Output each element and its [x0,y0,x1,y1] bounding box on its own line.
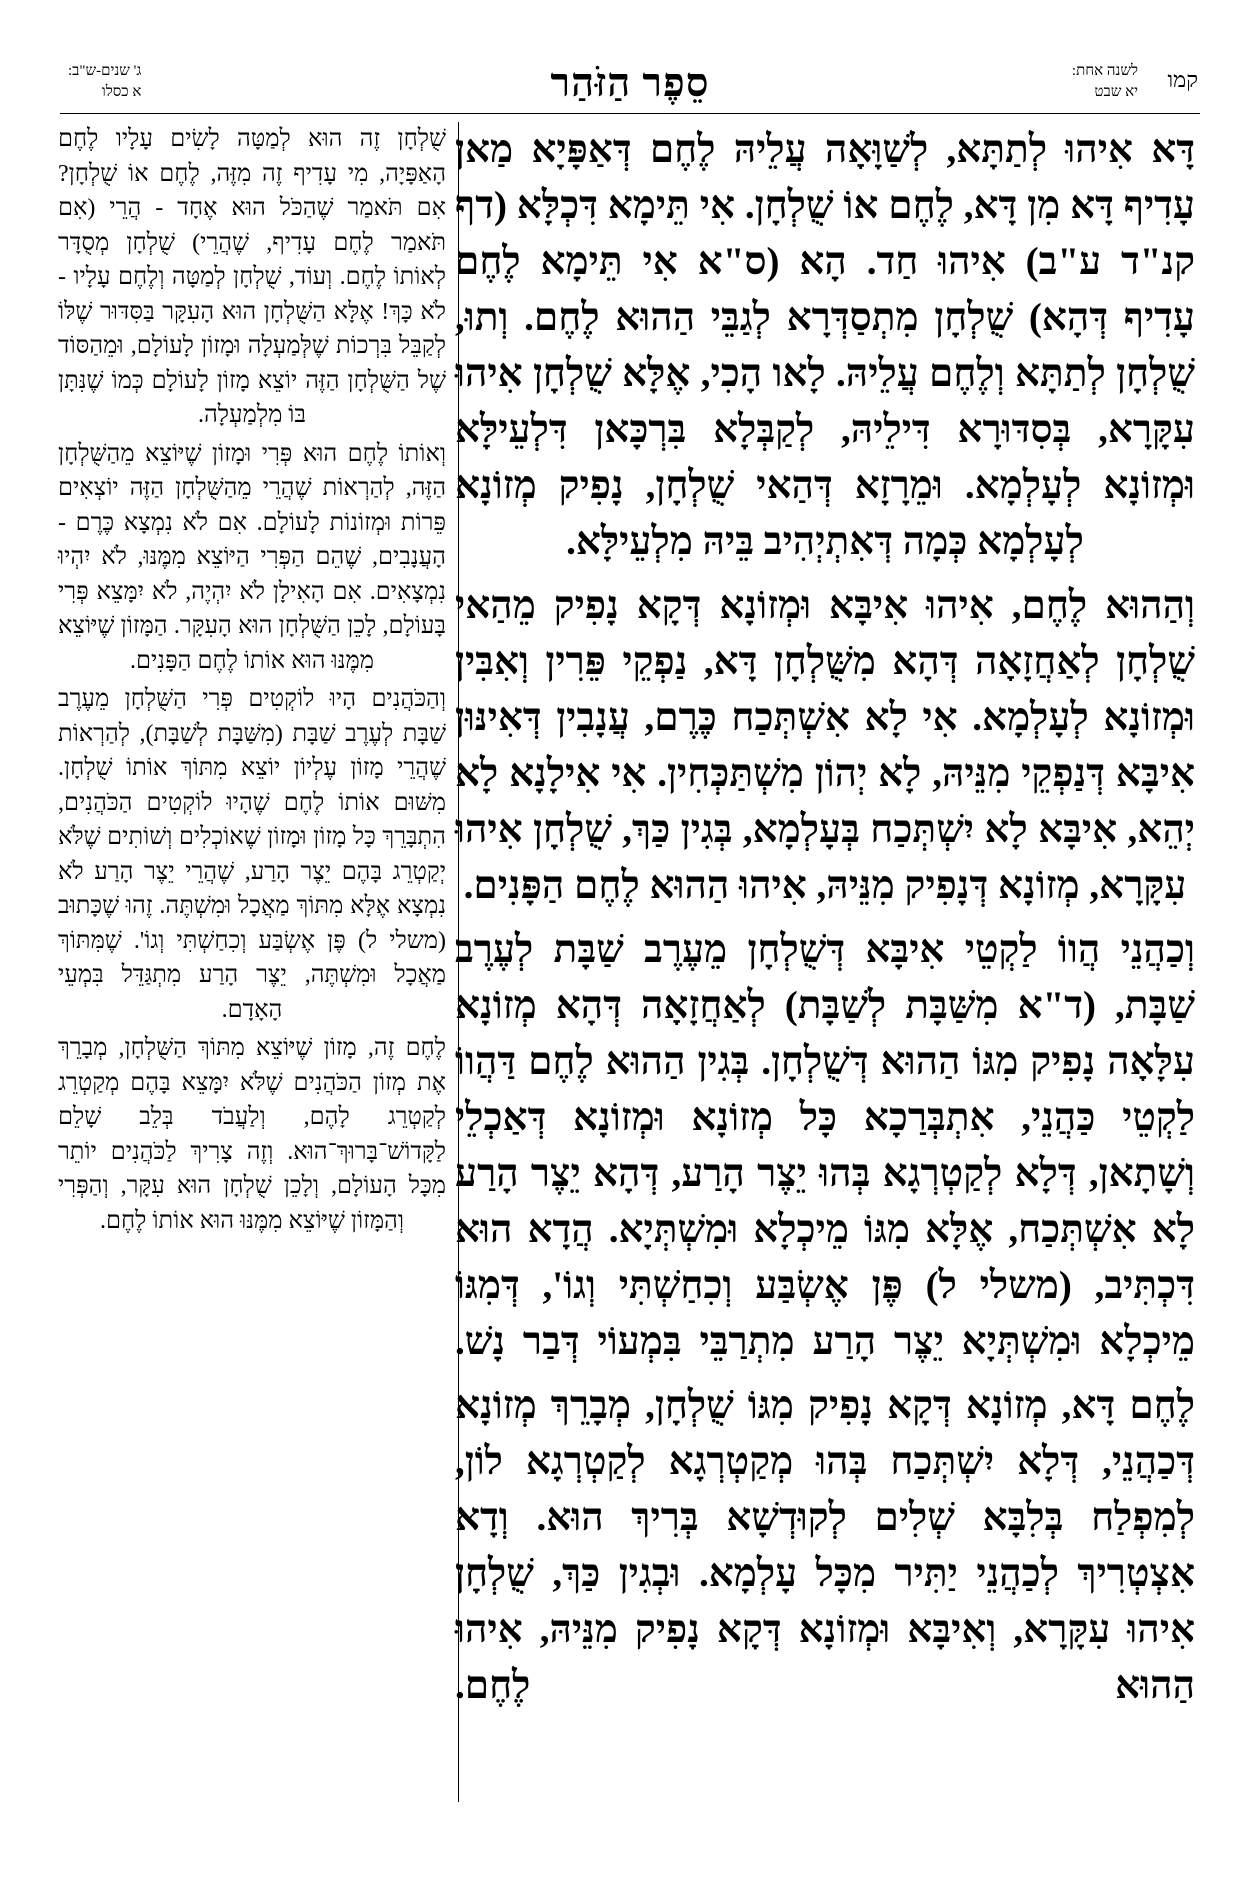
side-paragraph: לֶחֶם זֶה, מָזוֹן שֶׁיּוֹצֵא מִתּוֹךְ הַשֻּׁלְחָן, מְבָרֵךְ אֶת מְזוֹן הַכֹּהֲנִים שֶׁלֹּא יִמָּצֵא בָּהֶם מְקַטְרֵג לְקַטְרֵג לָהֶם, וְלַעֲבֹד בְּלֵב שָׁלֵם לַקָּדוֹשׁ־בָּרוּךְ־הוּא. וְזֶה צָרִיךְ לַכֹּהֲנִים יוֹתֵר מִכָּל הָעוֹלָם, וְלָכֵן שֻׁלְחָן הוּא עִקָּר, וְהַפְּרִי וְהַמָּזוֹן שֶׁיּוֹצֵא מִמֶּנּוּ הוּא אוֹתוֹ לֶחֶם. [58,1035,446,1234]
hebrew-translation-column [58,122,446,1242]
main-paragraph: דָּא אִיהוּ לְתַתָּא, לְשַׁוָּאָה עֲלֵיהּ לֶחֶם דְּאַפָּיָא מַאן עָדִיף דָּא מִן דָּא, לֶחֶם אוֹ שֻׁלְחָן. אִי תֵּימָא דִּכְלָּא (דף קנ"ד ע"ב) אִיהוּ חַד. הָא (ס"א אִי תֵּימָא לֶחֶם עָדִיף דְּהָא) שֻׁלְחָן מִתְסַדְּרָא לְגַבֵּי הַהוּא לֶחֶם. וְתוּ, שֻׁלְחָן לְתַתָּא וְלֶחֶם עֲלֵיהּ. לָאו הָכִי, אֶלָּא שֻׁלְחָן אִיהוּ עִקָּרָא, בְּסִדּוּרָא דִּילֵיהּ, לְקַבְּלָא בִּרְכָּאן דִּלְעֵילָּא וּמְזוֹנָא לְעָלְמָא. וּמֵרָזָא דְּהַאי שֻׁלְחָן, נָפִיק מְזוֹנָא לְעָלְמָא כְּמָה דְּאִתְיְהִיב בֵּיהּ מִלְעֵילָּא. [455,128,1195,563]
main-paragraph: וְהַהוּא לֶחֶם, אִיהוּ אִיבָּא וּמְזוֹנָא דְּקָא נָפִיק מֵהַאי שֻׁלְחָן לְאַחֲזָאָה דְּהָא מִשֻּׁלְחָן דָּא, נַפְקֵי פֵּרִין וְאִבִּין וּמְזוֹנָא לְעָלְמָא. אִי לָא אִשְׁתְּכַח כֶּרֶם, עֲנָבִין דְּאִינּוּן אִיבָּא דְּנַפְקֵי מִנֵּיהּ, לָא יְהוֹן מִשְׁתַּכְּחִין. אִי אִילָנָא לָא יְהֵא, אִיבָּא לָא יִשְׁתְּכַח בְּעָלְמָא, בְּגִין כַּךְ, שֻׁלְחָן אִיהוּ עִקָּרָא, מְזוֹנָא דְּנָפִיק מִנֵּיהּ, אִיהוּ הַהוּא לֶחֶם הַפָּנִים. [455,584,1195,907]
main-paragraph: וְכַהֲנֵי הֲווֹ לַקְטֵי אִיבָּא דְּשֻׁלְחָן מֵעֶרֶב שַׁבָּת לְעֶרֶב שַׁבָּת, (ד"א מִשַּׁבָּת לְשַׁבָּת) לְאַחֲזָאָה דְּהָא מְזוֹנָא עִלָּאָה נָפִיק מִגּוֹ הַהוּא דְּשֻׁלְחָן. בְּגִין הַהוּא לֶחֶם דַּהֲווֹ לַקְטֵי כַּהֲנֵי, אִתְבְּרַכָא כָּל מְזוֹנָא וּמְזוֹנָא דְּאַכְלֵי וְשָׁתָאן, דְּלָא לְקַטְרְגָא בְּהוּ יֵצֶר הָרַע, דְּהָא יֵצֶר הָרַע לָא אִשְׁתְּכַח, אֶלָּא מִגּוֹ מֵיכְלָא וּמִשְׁתְּיָא. הֲדָא הוּא דִּכְתִּיב, (משלי ל) פֶּן אֶשְׂבַּע וְכִחַשְׁתִּי וְגוֹ', דְּמִגּוֹ מֵיכְלָא וּמִשְׁתְּיָא יֵצֶר הָרַע מִתְרַבֵּי בִּמְעוֹי דְּבַר נָשׁ. [455,928,1195,1363]
schedule-one-year-date: יא שבט [1094,84,1138,100]
side-paragraph: שֻׁלְחָן זֶה הוּא לְמַטָּה לָשִׂים עָלָיו לֶחֶם הָאַפָּיָה, מִי עָדִיף זֶה מִזֶּה, לֶחֶם אוֹ שֻׁלְחָן? אִם תֹּאמַר שֶׁהַכֹּל הוּא אֶחָד - הֲרֵי (אִם תֹּאמַר לֶחֶם עָדִיף, שֶׁהֲרֵי) שֻׁלְחָן מְסֻדָּר לְאוֹתוֹ לֶחֶם. וְעוֹד, שֻׁלְחָן לְמַטָּה וְלֶחֶם עָלָיו - לֹא כָּךְ! אֶלָּא הַשֻּׁלְחָן הוּא הָעִקָּר בַּסִּדּוּר שֶׁלּוֹ לְקַבֵּל בִּרְכוֹת שֶׁלְּמַעְלָה וּמָזוֹן לָעוֹלָם, וּמֵהַסּוֹד שֶׁל הַשֻּׁלְחָן הַזֶּה יוֹצֵא מָזוֹן לָעוֹלָם כְּמוֹ שֶׁנִּתָּן בּוֹ מִלְמַעְלָה. [58,126,446,428]
aramaic-text-column [455,122,1195,1722]
schedule-three-years-date: א כסלו [101,84,142,100]
reading-schedule-three-years [68,61,141,103]
side-paragraph: וְאוֹתוֹ לֶחֶם הוּא פְּרִי וּמָזוֹן שֶׁיּוֹצֵא מֵהַשֻּׁלְחָן הַזֶּה, לְהַרְאוֹת שֶׁהֲרֵי מֵהַשֻּׁלְחָן הַזֶּה יוֹצְאִים פֵּרוֹת וּמְזוֹנוֹת לָעוֹלָם. אִם לֹא נִמְצָא כֶּרֶם - הָעֲנָבִים, שֶׁהֵם הַפְּרִי הַיּוֹצֵא מִמֶּנּוּ, לֹא יִהְיוּ נִמְצָאִים. אִם הָאִילָן לֹא יִהְיֶה, לֹא יִמָּצֵא פְּרִי בָּעוֹלָם, לָכֵן הַשֻּׁלְחָן הוּא הָעִקָּר. הַמָּזוֹן שֶׁיּוֹצֵא מִמֶּנּוּ הוּא אוֹתוֹ לֶחֶם הַפָּנִים. [58,440,446,674]
page-header [60,55,1200,114]
main-paragraph: לֶחֶם דָּא, מְזוֹנָא דְּקָא נָפִיק מִגּוֹ שֻׁלְחָן, מְבָרֵךְ מְזוֹנָא דְּכַהֲנֵי, דְּלָא יִשְׁתְּכַח בְּהוּ מְקַטְרְגָא לְקַטְרְגָא לוֹן, לְמִפְלַח בְּלִבָּא שְׁלִים לְקוּדְשָׁא בְּרִיךְ הוּא. וְדָא אִצְטְרִיךְ לְכַהֲנֵי יַתִּיר מִכָּל עָלְמָא. וּבְגִין כַּךְ, שֻׁלְחָן אִיהוּ עִקָּרָא, וְאִיבָּא וּמְזוֹנָא דְּקָא נָפִיק מִנֵּיהּ, אִיהוּ הַהוּא לֶחֶם. [455,1384,1195,1707]
schedule-one-year-label: לשנה אחת: [1071,63,1138,79]
side-paragraph: וְהַכֹּהֲנִים הָיוּ לוֹקְטִים פְּרִי הַשֻּׁלְחָן מֵעֶרֶב שַׁבָּת לְעֶרֶב שַׁבָּת (מִשַּׁבָּת לְשַׁבָּת), לְהַרְאוֹת שֶׁהֲרֵי מָזוֹן עֶלְיוֹן יוֹצֵא מִתּוֹךְ אוֹתוֹ שֻׁלְחָן. מִשּׁוּם אוֹתוֹ לֶחֶם שֶׁהָיוּ לוֹקְטִים הַכֹּהֲנִים, הִתְבָּרֵךְ כָּל מָזוֹן וּמָזוֹן שֶׁאוֹכְלִים וְשׁוֹתִים שֶׁלֹּא יְקַטְרֵג בָּהֶם יֵצֶר הָרַע, שֶׁהֲרֵי יֵצֶר הָרַע לֹא נִמְצָא אֶלָּא מִתּוֹךְ מַאֲכָל וּמִשְׁתֶּה. זֶהוּ שֶׁכָּתוּב (משלי ל) פֶּן אֶשְׂבַּע וְכִחַשְׁתִּי וְגוֹ'. שֶׁמִּתּוֹךְ מַאֲכָל וּמִשְׁתֶּה, יֵצֶר הָרַע מִתְגַּדֵּל בִּמְעֵי הָאָדָם. [58,686,446,1023]
page-number: קמו [1167,67,1198,92]
schedule-three-years-label: ג' שנים-ש"ב: [68,63,142,79]
book-title: סֵפֶר הַזֹּהַר [550,60,710,105]
